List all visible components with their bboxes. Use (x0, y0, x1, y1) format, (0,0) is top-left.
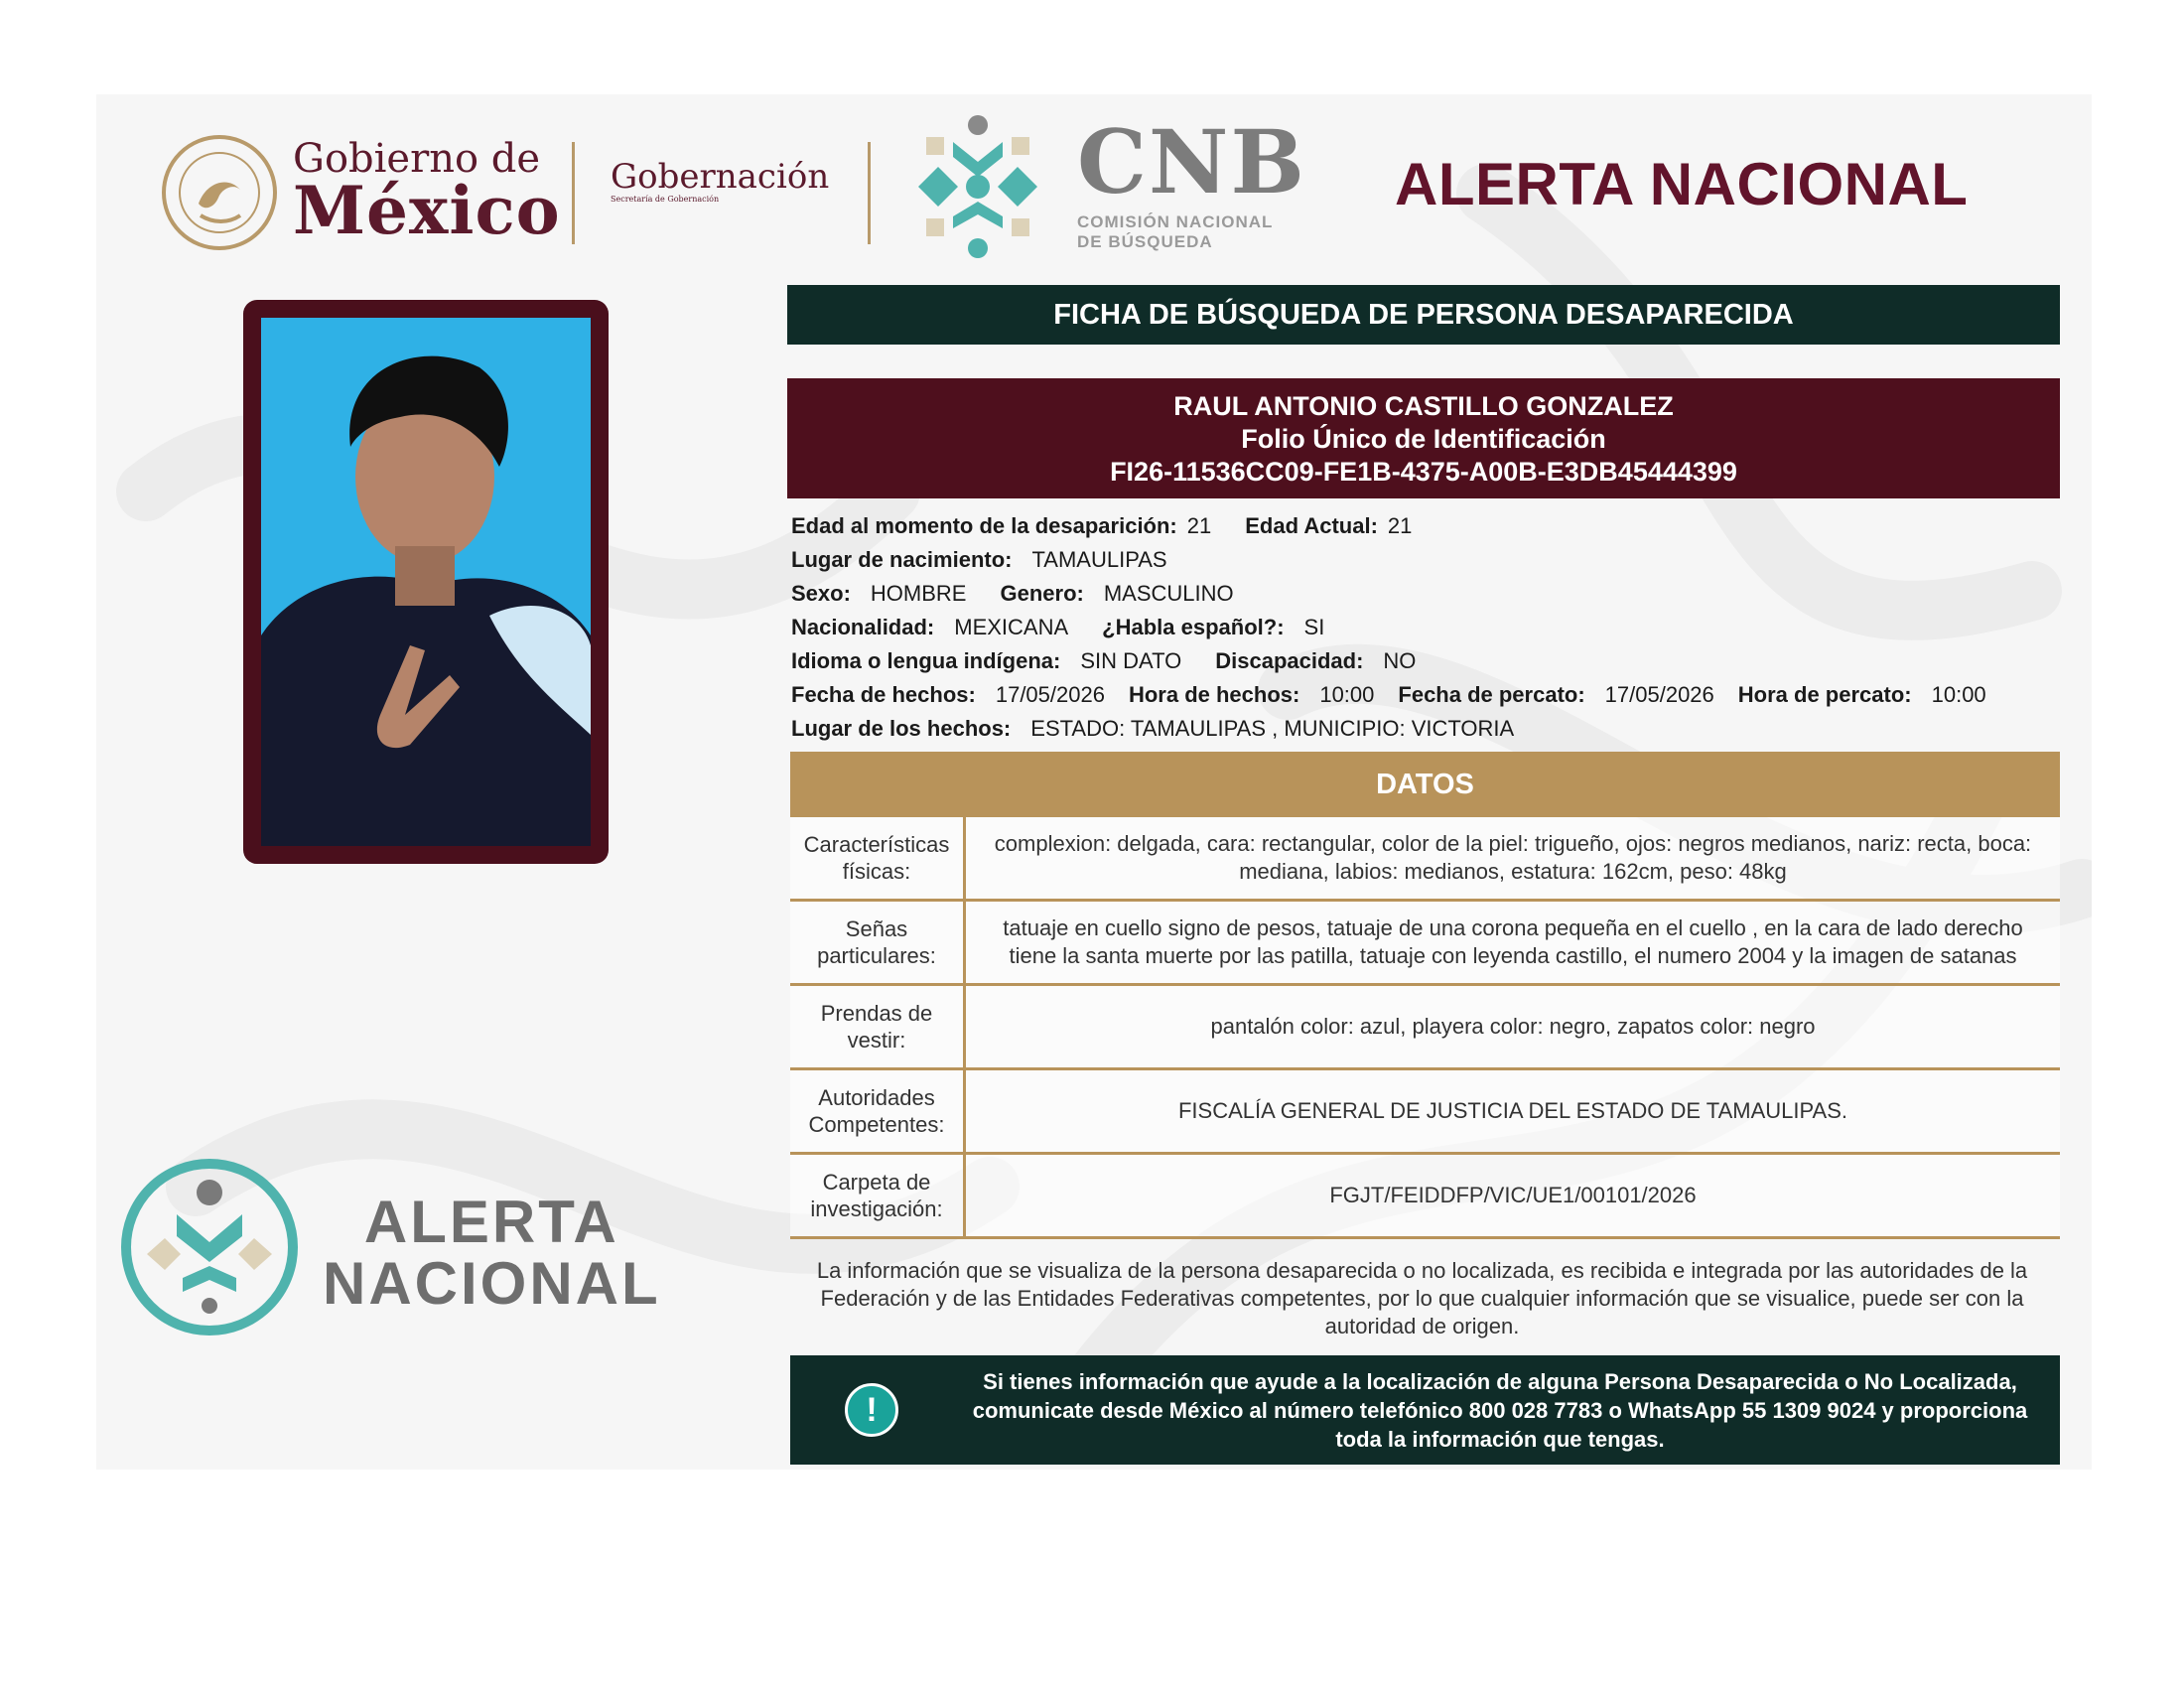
disclaimer-text: La información que se visualiza de la persona desaparecida o no localizada, es recibida e integrada por las autoridades de la Federación y de las Entidades Federativas competentes, por lo que cualquier información que se visualice, puede ser con la autoridad de origen. (816, 1258, 2028, 1338)
fecha-hechos-value: 17/05/2026 (995, 682, 1105, 707)
hora-hechos-value: 10:00 (1319, 682, 1375, 707)
info-line-edad (791, 513, 1412, 539)
nacionalidad-label: Nacionalidad: (791, 615, 935, 639)
cnb-acronym: CNB (1077, 110, 1306, 213)
contact-bar (790, 1355, 2060, 1465)
fecha-percato-label: Fecha de percato: (1398, 682, 1585, 707)
cnb-line1: COMISIÓN NACIONAL (1077, 212, 1274, 231)
edad-desap-label: Edad al momento de la desaparición: (791, 513, 1177, 538)
gobernacion-subtext: Secretaría de Gobernación (611, 195, 720, 204)
table-row (790, 986, 2060, 1070)
alerta-logo-line2: NACIONAL (323, 1250, 661, 1317)
row-value: complexion: delgada, cara: rectangular, color de la piel: trigueño, ojos: negros medianos, nariz: recta, boca: mediana, labios: medianos, estatura: 162cm, peso: 48kg (994, 831, 2032, 884)
sexo-label: Sexo: (791, 581, 851, 606)
row-value: pantalón color: azul, playera color: negro, zapatos color: negro (1210, 1014, 1816, 1039)
cnb-line2: DE BÚSQUEDA (1077, 232, 1213, 251)
idioma-value: SIN DATO (1080, 648, 1182, 673)
row-label: Señas particulares: (790, 902, 966, 983)
row-label: Carpeta de investigación: (790, 1155, 966, 1236)
discapacidad-label: Discapacidad: (1215, 648, 1364, 673)
person-silhouette-icon (261, 318, 591, 846)
lugar-hechos-value: ESTADO: TAMAULIPAS , MUNICIPIO: VICTORIA (1030, 716, 1515, 741)
fecha-hechos-label: Fecha de hechos: (791, 682, 976, 707)
edad-actual-value: 21 (1387, 513, 1413, 538)
info-line-sexo (791, 581, 1234, 607)
mexico-seal-icon (159, 132, 280, 253)
datos-table (790, 817, 2060, 1239)
genero-value: MASCULINO (1103, 581, 1234, 606)
habla-label: ¿Habla español?: (1102, 615, 1285, 639)
row-value: tatuaje en cuello signo de pesos, tatuaje de una corona pequeña en el cuello , en la cara de lado derecho tiene la santa muerte por las patilla, tatuaje con leyenda castillo, el numero 2004 y la imagen de satanas (1003, 915, 2023, 968)
row-value: FISCALÍA GENERAL DE JUSTICIA DEL ESTADO DE TAMAULIPAS. (1177, 1098, 1848, 1123)
info-line-nacimiento (791, 547, 1167, 573)
row-value: FGJT/FEIDDFP/VIC/UE1/00101/2026 (1329, 1183, 1697, 1207)
row-label: Características físicas: (790, 817, 966, 899)
cnb-logo-text (1077, 110, 1306, 252)
table-row (790, 902, 2060, 986)
gob-line2: México (293, 172, 561, 249)
person-name: RAUL ANTONIO CASTILLO GONZALEZ (1173, 391, 1674, 421)
alerta-nacional-logo-text (323, 1189, 661, 1317)
person-name-bar (787, 378, 2060, 498)
gobernacion-text: Gobernación (611, 157, 830, 197)
alerta-logo-line1: ALERTA (363, 1189, 619, 1255)
discapacidad-value: NO (1383, 648, 1417, 673)
row-label: Autoridades Competentes: (790, 1070, 966, 1152)
nacionalidad-value: MEXICANA (954, 615, 1069, 639)
ficha-title: FICHA DE BÚSQUEDA DE PERSONA DESAPARECIDA (1053, 298, 1794, 331)
cnb-emblem-icon (898, 107, 1057, 266)
edad-desap-value: 21 (1186, 513, 1212, 538)
habla-value: SI (1303, 615, 1325, 639)
hora-percato-label: Hora de percato: (1737, 682, 1912, 707)
sexo-value: HOMBRE (870, 581, 967, 606)
table-row (790, 1070, 2060, 1155)
lugar-hechos-label: Lugar de los hechos: (791, 716, 1012, 741)
idioma-label: Idioma o lengua indígena: (791, 648, 1061, 673)
info-line-fechas (791, 682, 1986, 708)
folio-label: Folio Único de Identificación (1241, 424, 1606, 454)
table-row (790, 817, 2060, 902)
hora-hechos-label: Hora de hechos: (1128, 682, 1300, 707)
alerta-nacional-title: ALERTA NACIONAL (1395, 151, 1969, 217)
divider (572, 142, 575, 244)
gobierno-logo-text (293, 136, 561, 249)
info-line-idioma (791, 648, 1416, 674)
ficha-title-bar (787, 285, 2060, 345)
fecha-percato-value: 17/05/2026 (1604, 682, 1714, 707)
table-row (790, 1155, 2060, 1239)
datos-title: DATOS (1376, 768, 1474, 800)
info-line-nacionalidad (791, 615, 1324, 640)
info-line-lugar-hechos (791, 716, 1514, 742)
row-label: Prendas de vestir: (790, 986, 966, 1067)
edad-actual-label: Edad Actual: (1245, 513, 1378, 538)
lugar-nac-label: Lugar de nacimiento: (791, 547, 1013, 572)
lugar-nac-value: TAMAULIPAS (1031, 547, 1167, 572)
gob-line1: Gobierno de (293, 136, 541, 182)
datos-title-bar (790, 752, 2060, 817)
person-photo (261, 318, 591, 846)
genero-label: Genero: (1000, 581, 1084, 606)
divider (868, 142, 871, 244)
folio-number: FI26-11536CC09-FE1B-4375-A00B-E3DB45444399 (1110, 457, 1737, 487)
alerta-nacional-emblem-icon (117, 1155, 302, 1339)
exclamation-icon: ! (845, 1383, 898, 1437)
gobernacion-logo (611, 159, 829, 205)
contact-text: Si tienes información que ayude a la localización de alguna Persona Desaparecida o No Localizada, comunicate desde México al número telefónico 800 028 7783 o WhatsApp 55 1309 9024 y proporciona toda la información que tengas. (972, 1369, 2028, 1452)
hora-percato-value: 10:00 (1931, 682, 1986, 707)
